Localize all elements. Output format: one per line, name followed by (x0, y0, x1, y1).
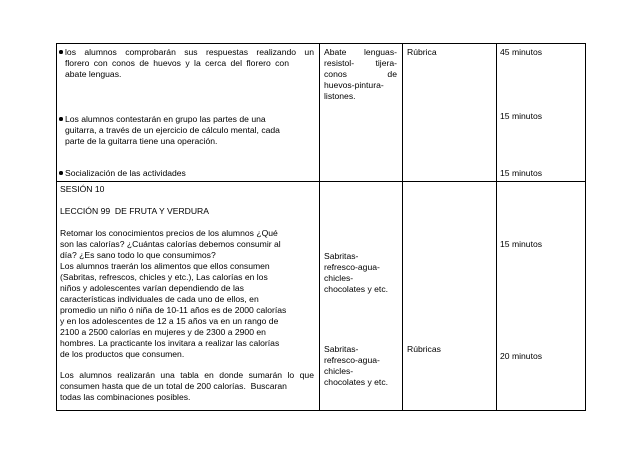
paragraph-line: de los productos que consumen. (60, 349, 185, 359)
paragraph-line: niños y adolescentes varían dependiendo de las (60, 283, 244, 293)
activity-item: los alumnos comprobarán sus respuestas realizando un (65, 47, 314, 57)
materials-line: huevos-pintura- (324, 80, 384, 90)
paragraph-line: 2100 a 2500 calorías en mujeres y de 2300 a 2900 en (60, 327, 266, 337)
activity-item-line: florero con conos de huevos y la cerca del florero con (65, 58, 289, 68)
activity-item: Socialización de las actividades (65, 168, 186, 178)
column-divider (319, 44, 320, 410)
time-value: 45 minutos (500, 47, 543, 57)
paragraph-line: características individuales de cada uno de ellos, en (60, 294, 259, 304)
materials-line: chocolates y etc. (324, 377, 389, 387)
activity-item-line: abate lenguas. (65, 69, 122, 79)
paragraph-line: día? ¿Es sano todo lo que consumimos? (60, 250, 216, 260)
time-value: 15 minutos (500, 111, 543, 121)
activity-item: Los alumnos contestarán en grupo las partes de una (65, 114, 266, 124)
materials-line: Abate lenguas- (324, 47, 397, 57)
session-title: SESIÓN 10 (60, 184, 105, 194)
materials-line: resistol- tijera- (324, 58, 397, 68)
materials-line: refresco-agua- (324, 262, 380, 272)
materials-line: Sabritas- (324, 251, 359, 261)
paragraph-line: Retomar los conocimientos precios de los alumnos ¿Qué (60, 228, 278, 238)
evaluation-cell: Rúbricas (407, 344, 441, 354)
materials-line: chocolates y etc. (324, 284, 389, 294)
time-value: 20 minutos (500, 351, 543, 361)
paragraph-line: Los alumnos traerán los alimentos que ellos consumen (60, 261, 270, 271)
paragraph-line: hombres. La practicante los invitara a realizar las calorías (60, 338, 280, 348)
paragraph-line: y en los adolescentes de 12 a 15 años va en un rango de (60, 316, 279, 326)
column-divider (402, 44, 403, 410)
time-value: 15 minutos (500, 239, 543, 249)
paragraph-line: todas las combinaciones posibles. (60, 392, 191, 402)
lesson-title: LECCIÓN 99 DE FRUTA Y VERDURA (60, 206, 209, 216)
paragraph-line: promedio un niño ó niña de 10-11 años es de 2000 calorías (60, 305, 287, 315)
evaluation-cell: Rúbrica (407, 47, 437, 57)
activity-item-line: guitarra, a través de un ejercicio de cálculo mental, cada (65, 125, 280, 135)
activity-item-line: parte de la guitarra tiene una operación. (65, 136, 218, 146)
materials-line: conos de (324, 69, 397, 79)
paragraph-line: Los alumnos realizarán una tabla en donde sumarán lo que (60, 370, 314, 380)
row-divider (57, 181, 585, 182)
materials-line: listones. (324, 91, 356, 101)
materials-line: refresco-agua- (324, 355, 380, 365)
column-divider (496, 44, 497, 410)
paragraph-line: (Sabritas, refrescos, chicles y etc.), Las calorías en los (60, 272, 268, 282)
lesson-plan-table (56, 43, 586, 411)
paragraph-line: son las calorías? ¿Cuántas calorías debemos consumir al (60, 239, 281, 249)
materials-line: chicles- (324, 366, 354, 376)
paragraph-line: consumen hasta que de un total de 200 calorías. Buscaran (60, 381, 287, 391)
materials-line: Sabritas- (324, 344, 359, 354)
materials-line: chicles- (324, 273, 354, 283)
time-value: 15 minutos (500, 168, 543, 178)
